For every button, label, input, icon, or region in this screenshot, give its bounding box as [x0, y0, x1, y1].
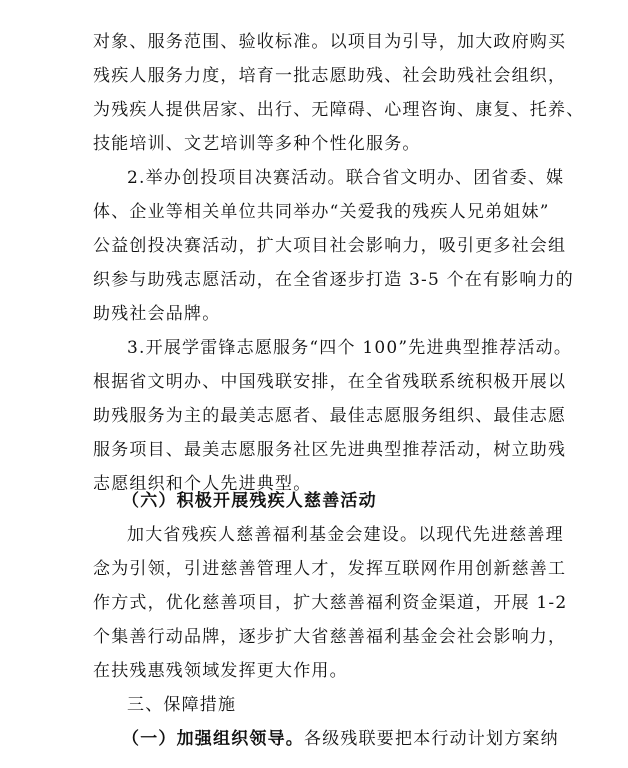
paragraph-line: 念为引领，引进慈善管理人才，发挥互联网作用创新慈善工	[93, 559, 567, 579]
item-2-first-line: 2.举办创投项目决赛活动。联合省文明办、团省委、媒	[127, 168, 565, 188]
item-3-first-line: 3.开展学雷锋志愿服务“四个 100”先进典型推荐活动。	[127, 338, 573, 358]
paragraph-line: 服务项目、最美志愿服务社区先进典型推荐活动，树立助残	[93, 440, 567, 460]
paragraph-line: 志愿组织和个人先进典型。	[93, 474, 312, 494]
paragraph-line: 助残社会品牌。	[93, 304, 221, 324]
subsection-heading-1: （一）加强组织领导。	[122, 729, 304, 749]
paragraph-first-line: 加大省残疾人慈善福利基金会建设。以现代先进慈善理	[127, 525, 564, 545]
subsection-line-1	[122, 722, 559, 756]
paragraph-line: 助残服务为主的最美志愿者、最佳志愿服务组织、最佳志愿	[93, 406, 567, 426]
subsection-text: 各级残联要把本行动计划方案纳	[304, 729, 559, 749]
paragraph-line: 为残疾人提供居家、出行、无障碍、心理咨询、康复、托养、	[93, 100, 585, 120]
paragraph-line: 技能培训、文艺培训等多种个性化服务。	[93, 134, 421, 154]
paragraph-line: 体、企业等相关单位共同举办“关爱我的残疾人兄弟姐妹”	[93, 202, 550, 222]
paragraph-line: 对象、服务范围、验收标准。以项目为引导，加大政府购买	[93, 32, 567, 52]
paragraph-line: 个集善行动品牌，逐步扩大省慈善福利基金会社会影响力，	[93, 627, 567, 647]
paragraph-line: 根据省文明办、中国残联安排，在全省残联系统积极开展以	[93, 372, 567, 392]
section-heading-3: 三、保障措施	[127, 695, 237, 715]
paragraph-line: 作方式，优化慈善项目，扩大慈善福利资金渠道，开展 1-2	[93, 593, 568, 613]
paragraph-line: 织参与助残志愿活动，在全省逐步打造 3-5 个在有影响力的	[93, 270, 574, 290]
paragraph-line: 公益创投决赛活动，扩大项目社会影响力，吸引更多社会组	[93, 236, 567, 256]
paragraph-line: 残疾人服务力度，培育一批志愿助残、社会助残社会组织，	[93, 66, 567, 86]
paragraph-line: 在扶残惠残领域发挥更大作用。	[93, 661, 348, 681]
section-heading-6: （六）积极开展残疾人慈善活动	[122, 491, 377, 511]
